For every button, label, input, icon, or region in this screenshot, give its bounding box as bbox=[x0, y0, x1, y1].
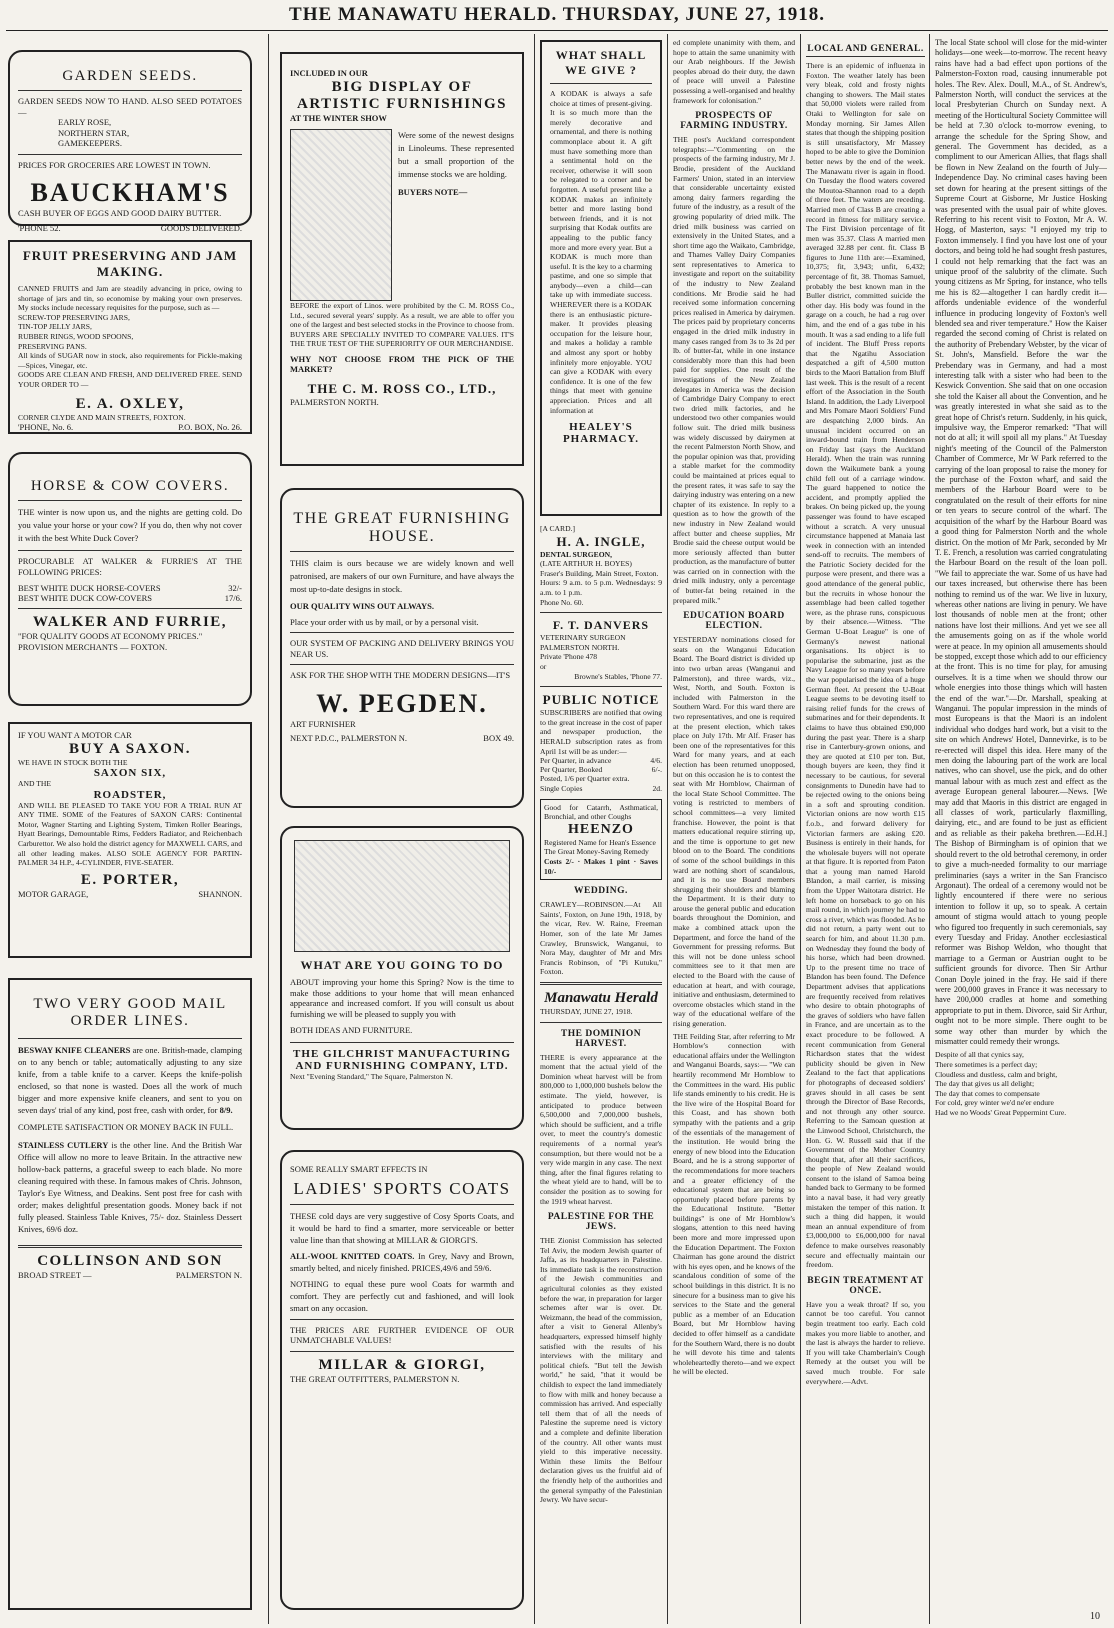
cutlery-heading: STAINLESS CUTLERY bbox=[18, 1139, 109, 1150]
besway-body: are one. British-made, clamping on to any bench or table; automatically adjusting to any size knife, from a table knife to a carver. Keeps the knife-polish enclosed, so that none is wasted. Does all the work of much bigger and more expensive knife cleaners, and sent to you on seven days' trial of any kind, post free, cash with order, for bbox=[18, 1045, 243, 1115]
palestine-cont: ed complete unanimity with them, and hope to attain the same unanimity with our Arab neighbours. If the Jewish peoples abroad do their duty, the dawn of peace will unveil a Palestine possessing a well-organised and healthy framework for colonisation." bbox=[673, 38, 795, 105]
page-number: 10 bbox=[1090, 1611, 1100, 1622]
millar-body: THESE cold days are very suggestive of Cosy Sports Coats, and it would be hard to find a smarter, more serviceable or better value line than that showing at MILLAR & GIORGI'S. bbox=[290, 1210, 514, 1245]
danvers-name: F. T. DANVERS bbox=[552, 618, 650, 633]
garden-note: PRICES FOR GROCERIES ARE LOWEST IN TOWN. bbox=[18, 159, 211, 170]
notice-r4v: 2d. bbox=[652, 783, 662, 793]
column-5 bbox=[806, 38, 925, 1618]
heenzo-cost: Costs 2/- · Makes 1 pint · Saves 10/- bbox=[544, 857, 658, 876]
millar-nothing: NOTHING to equal these pure wool Coats for warmth and comfort. They are perfectly cut and fashioned, and will look smart on any occasion. bbox=[290, 1278, 514, 1313]
notice-r1: Per Quarter, in advance bbox=[540, 756, 612, 766]
millar-knit-body: In Grey, Navy and Brown, smartly belted, and nicely finished. PRICES,49/6 and 59/6. bbox=[290, 1250, 515, 1273]
garden-line: NORTHERN STAR, bbox=[58, 127, 130, 138]
millar-knit: ALL-WOOL KNITTED COATS. bbox=[290, 1250, 415, 1261]
danvers-p1: Private 'Phone 478 bbox=[540, 652, 598, 662]
fruit-goods: GOODS ARE CLEAN AND FRESH, AND DELIVERED FREE. SEND YOUR ORDER TO — bbox=[18, 370, 242, 389]
horse-proc: PROCURABLE AT WALKER & FURRIE'S AT THE FOLLOWING PRICES: bbox=[18, 556, 242, 577]
saxon-six: SAXON SIX, bbox=[93, 767, 167, 780]
millar-addr: THE GREAT OUTFITTERS, PALMERSTON N. bbox=[290, 1373, 460, 1384]
poem-line: Had we no Woods' Great Peppermint Cure. bbox=[935, 1107, 1067, 1117]
fruit-item: PRESERVING PANS. bbox=[18, 341, 87, 351]
oxley-name: E. A. OXLEY, bbox=[75, 395, 185, 412]
pegden-sub: ART FURNISHER bbox=[290, 718, 356, 729]
garden-seeds-advert bbox=[8, 50, 252, 233]
notice-r3: Posted, 1/6 per Quarter extra. bbox=[540, 774, 630, 784]
walker-name: WALKER AND FURRIE, bbox=[32, 614, 228, 630]
horse-price-label: BEST WHITE DUCK HORSE-COVERS bbox=[18, 583, 161, 593]
education-heading: EDUCATION BOARD ELECTION. bbox=[683, 611, 785, 632]
collinson-title: TWO VERY GOOD MAIL ORDER LINES. bbox=[33, 996, 227, 1029]
column-3 bbox=[540, 524, 662, 1614]
poem-line: The day that gives us all delight; bbox=[935, 1079, 1035, 1089]
ross-bn: BEFORE the export of Linos. were prohibited by the C. M. ROSS Co., Ltd., secured several years' supply. As a result, we are able to offer you one of the largest and best selected stocks in the Province to choose from. BUYERS ARE SPECIALLY INVITED TO COMPARE VALUES. IT'S THE TRUE TEST OF THE SUPERIORITY OF OUR MERCHANDISE. bbox=[290, 301, 514, 349]
heenzo-brand: HEENZO bbox=[568, 821, 634, 837]
column-6 bbox=[935, 38, 1107, 1620]
poem-line: For cold, grey winter we'd ne'er endure bbox=[935, 1098, 1054, 1108]
gilchrist-name: THE GILCHRIST MANUFACTURING AND FURNISHING COMPANY, LTD. bbox=[293, 1047, 511, 1072]
walker-sub: "FOR QUALITY GOODS AT ECONOMY PRICES." bbox=[18, 631, 203, 641]
column-rule bbox=[667, 34, 668, 1624]
column-rule bbox=[268, 34, 269, 1624]
poem-line: The day that comes to compensate bbox=[935, 1088, 1040, 1098]
ross-town: PALMERSTON NORTH. bbox=[290, 396, 379, 407]
healey-body: A KODAK is always a safe choice at times of present-giving. It is so much more than the merely decorative and ornamental, and there is nothing commonplace about it. A gift must have something more than a sentimental hold on the receiver, otherwise it will soon be relegated to a corner and be forgotten. A useful present like a KODAK makes an infinitely better and more lasting bond between friends, and it is not surprising that Kodak outfits are appealing to the public fancy more and more every year. But a KODAK is much more than useful. It is the key to a charming pastime, and one so simple that anybody—even a child—can take up with immediate success. WHEREVER there is a KODAK there is an enthusiastic picture-maker. It provides pleasing occupation for the leisure hour, and makes a holiday a ramble and almost any sport or hobby infinitely more enjoyable. YOU can give a KODAK with every confidence. It is one of the few things that meet with genuine appreciation. Prices and all information at bbox=[550, 89, 652, 415]
danvers-or: or bbox=[540, 661, 547, 671]
farming-heading: PROSPECTS OF FARMING INDUSTRY. bbox=[680, 111, 788, 132]
gilchrist-both: BOTH IDEAS AND FURNITURE. bbox=[290, 1025, 413, 1035]
oxley-advert bbox=[8, 240, 252, 434]
porter-name: E. PORTER, bbox=[80, 871, 180, 888]
danvers-p2: Browne's Stables, 'Phone 77. bbox=[574, 671, 662, 681]
harvest-heading: THE DOMINION HARVEST. bbox=[560, 1028, 642, 1049]
bauckham-delivered: GOODS DELIVERED. bbox=[160, 222, 242, 233]
garden-title: GARDEN SEEDS. bbox=[62, 68, 198, 84]
column-rule bbox=[800, 34, 801, 1624]
notice-title: PUBLIC NOTICE bbox=[542, 692, 660, 708]
ross-body: Were some of the newest designs in Linoleums. These represented but a small proportion of the immense stocks we are holding. bbox=[398, 130, 514, 179]
ingle-name: H. A. INGLE, bbox=[556, 533, 646, 549]
millar-name: MILLAR & GIORGI, bbox=[318, 1356, 486, 1373]
ross-advert bbox=[280, 52, 524, 466]
ross-name: THE C. M. ROSS CO., LTD., bbox=[307, 380, 497, 396]
fruit-title: FRUIT PRESERVING AND JAM MAKING. bbox=[22, 248, 238, 279]
oxley-addr: CORNER CLYDE AND MAIN STREETS, FOXTON. bbox=[18, 412, 186, 422]
oxley-box: P.O. BOX, No. 26. bbox=[178, 422, 242, 433]
ingle-title: DENTAL SURGEON, bbox=[540, 549, 613, 559]
pegden-box: BOX 49. bbox=[483, 733, 514, 743]
heenzo-top: Good for Catarrh, Asthmatical, Bronchial, and other Coughs bbox=[544, 802, 658, 822]
collinson-advert bbox=[8, 978, 252, 1610]
danvers-town: PALMERSTON NORTH. bbox=[540, 642, 620, 652]
fruit-item: SCREW-TOP PRESERVING JARS, bbox=[18, 312, 130, 322]
saxon-advert bbox=[8, 722, 252, 958]
poem-line: Cloudless and dustless, calm and bright, bbox=[935, 1069, 1058, 1079]
poem-line: Despite of all that cynics say, bbox=[935, 1050, 1024, 1060]
pegden-name: W. PEGDEN. bbox=[316, 688, 488, 718]
cow-price-label: BEST WHITE DUCK COW-COVERS bbox=[18, 593, 153, 603]
healey-name: HEALEY'S PHARMACY. bbox=[562, 421, 640, 446]
danvers-title: VETERINARY SURGEON bbox=[540, 633, 626, 643]
collinson-town: PALMERSTON N. bbox=[175, 1269, 242, 1280]
ross-buyers: BUYERS NOTE— bbox=[398, 187, 468, 197]
porter-town: SHANNON. bbox=[198, 888, 242, 899]
bauckham-phone: 'PHONE 52. bbox=[18, 222, 61, 233]
herald-nameplate: Manawatu Herald bbox=[544, 990, 658, 1006]
poem-line: There sometimes is a perfect day; bbox=[935, 1060, 1038, 1069]
garden-line: GAMEKEEPERS. bbox=[58, 138, 122, 148]
pegden-body: THIS claim is ours because we are widely known and well patronised, are makers of our own Furniture, and have always the most up-to-date designs in stock. bbox=[290, 558, 514, 594]
healey-title: WHAT SHALL WE GIVE ? bbox=[555, 48, 647, 77]
notice-body: SUBSCRIBERS are notified that owing to the great increase in the cost of paper and newspaper production, the HERALD subscription rates as from April 1st will be as under:— bbox=[540, 708, 662, 756]
collinson-street: BROAD STREET — bbox=[18, 1269, 92, 1280]
heenzo-great: The Great Money-Saving Remedy bbox=[544, 847, 649, 857]
millar-top: SOME REALLY SMART EFFECTS IN bbox=[290, 1164, 428, 1174]
ingle-phone: Phone No. 60. bbox=[540, 597, 584, 607]
pegden-order: Place your order with us by mail, or by a personal visit. bbox=[290, 616, 479, 627]
treatment-body: Have you a weak throat? If so, you cannot be too careful. You cannot begin treatment too early. Each cold makes you more liable to another, and the last is always the harder to relieve. If you will take Chamberlain's Cough Remedy at the outset you will be saved much trouble. For sale everywhere.—Advt. bbox=[806, 1299, 925, 1386]
masthead-rule bbox=[6, 30, 1108, 31]
heenzo-sub: Registered Name for Hean's Essence bbox=[544, 837, 656, 847]
pegden-wins: OUR QUALITY WINS OUT ALWAYS. bbox=[290, 601, 434, 611]
saxon-and: AND THE bbox=[18, 779, 51, 789]
horse-title: HORSE & COW COVERS. bbox=[30, 478, 230, 494]
education-body: YESTERDAY nominations closed for seats on the Wanganui Education Board. The Board district is divided up into two urban areas (Wanganui and Palmerston), and three wards, viz., West, North, and South. Foxton is included with Palmerston in the Southern Ward. For this ward there are two representatives, and one is required at the present election, which takes place on July 17th. Mr Alf. Fraser has been one of the representatives for this Ward for many years, and at each election has been returned unopposed, but on this occasion he is to contest the seat with Mr Hornblow, Chairman of the local State School Committee. The voting is restricted to members of school committees—a very limited franchise. However, the point is that matters educational require stirring up, and the time is opportune to get new blood on to the Board. The conditions of some of the school buildings in this ward are nothing short of scandalous, and it is no use Board members shrugging their shoulders and blaming the Department. It is their duty to arouse the general public and education boards throughout the Dominion, and make a combined attack upon the Department, and force the hand of the Government for pressing reforms. But this will not be done unless school committees see to it that men are elected to the Board with the cause of education at heart, and with courage, initiative and enthusiasm, determined to overcome obstacles which stand in the way of the educational welfare of the rising generation. bbox=[673, 635, 795, 1028]
pegden-pack: OUR SYSTEM OF PACKING AND DELIVERY BRINGS YOU NEAR US. bbox=[290, 638, 514, 659]
oxley-phone: 'PHONE, No. 6. bbox=[18, 422, 74, 433]
saxon-top: IF YOU WANT A MOTOR CAR bbox=[18, 730, 132, 740]
ingle-addr: Fraser's Building, Main Street, Foxton. bbox=[540, 568, 659, 578]
millar-giorgi-advert bbox=[280, 1150, 524, 1610]
pegden-advert bbox=[280, 488, 524, 808]
besway-price: 8/9. bbox=[219, 1105, 233, 1115]
room-illustration bbox=[294, 840, 510, 952]
column-4 bbox=[673, 38, 795, 1618]
garden-line: GARDEN SEEDS NOW TO HAND. ALSO SEED POTATOES — bbox=[18, 96, 242, 117]
walker-addr: PROVISION MERCHANTS — FOXTON. bbox=[18, 641, 168, 652]
ross-why: WHY NOT CHOOSE FROM THE PICK OF THE MARKET? bbox=[290, 353, 514, 375]
gilchrist-advert bbox=[280, 826, 524, 1130]
healey-advert bbox=[540, 40, 662, 516]
column-6-body: The local State school will close for the mid-winter holidays—one week—to-morrow. The recent heavy rains have had a bad effect upon portions of the Palmerston-Foxton road, causing innumerable pot holes. The Rev. Alex. Doull, M.A., of St. Andrew's, Palmerston North, will conduct the services at the local Presbyterian Church on Sunday next. A meeting of the Horticultural Society Committee will be held at 7.30 o'clock to-morrow evening, to arrange the schedule for the Spring Show, and general. The Government has decided, as a compliment to our American Allies, that flags shall be flown in New Zealand on the fourth of July—Independence Day. No criminal cases having been set down for hearing at the present sittings of the Supreme Court at Gisborne, Mr Justice Hosking was presented with the usual pair of white gloves. Referring to his recent visit to Foxton, Mr A. W. Hogg, of Masterton, says: "I enjoyed my trip to Foxton immensely. I find you have lost one of your doctors, and being told he had sought fresh pastures, I could not help remarking that the fact was an unique proof of the salubrity of the climate. Such young citizens as Mr Spring, for instance, who tells me his is 82—altogether I can hardly credit it—affords undeniable evidence of the wonderful influence in producing longevity of Foxton's well blended sea and river temperature." How the Kaiser regarded the second coming of Christ is related on the authority of Prebendary Webster, by the vicar of St. John's, Mansfield. Before the war the Prebendary was in Germany, and had a most interesting talk with a sister who had been to the Keswick Convention. She said that on one occasion she told the Kaiser all about the Convention, and he was greatly interested in what she said as to the great hope of Christ's return. Suddenly, in his quick, impulsive way, the Emperor remarked: "That will not do at all; it will spoil all my plans." At Tuesday night's meeting of the Council of the Palmerston Chamber of Commerce, Mr W Park referred to the carrying of the loan proposal to raise the money for the purchase of the Foxton wharf, and said the members of the Harbour Board were to be congratulated on the result of their efforts for nine or ten years to secure control of the wharf. The acquisition of the wharf by the Harbour Board was a good thing for Palmerston North and the whole district. On the motion of Mr Park, seconded by Mr T. E. French, a resolution was carried congratulating the Harbour Board on the result of the loan poll. "We fail to appreciate the war. Some of us have had our taxes increased, but otherwise there has been nothing to remind us of the war. We live in luxury, whereas other nations are living in penury. We have lost thousands of noble men at the front; other nations have lost their millions. And yet we see all the amusements going on as if the whole world were at peace. In my opinion all amusements should be stopped, except those which add to our efficiency at the front. This is no time for play, for amusing ourselves. It is a time when we should throw our whole energies into those things which will hasten the end of the war."—Dr. Marshall, speaking at Wanganui. The popular impression in the minds of most Europeans is that the Maori is an indolent individual who dodges hard work, but a visit to the site on which Andrews' Hotel, Dannevirke, is to be re-erected will dispel this idea. Here many of the men doing the labouring part of the work are local natives, who can shovel, use the pick, and do other manual labour with as much zest and effect as the average European general labourer.—News. [We may add that Maoris in this district are engaged in all classes of work, particularly flaxmilling, dairying, etc., and are found to be just as efficient and as reliable as their pakeha brethren.—Ed.H.] The Bishop of Birmingham is of opinion that we should revert to the old betrothal ceremony, in order to give a much-needed formality to our marriage preliminaries (says a writer in the San Francisco Argonaut). The ordeal of a ceremony would not be lightly encountered if there were no serious intention to follow it up, so to speak. A certain amount of stigma would attach to young people who figured too frequently in such ceremonials, say every Tuesday and Friday. Another ecclesiastical reformer was Bishop Weldon, who thought that marriage to a German or Austrian ought to be sufficient grounds for divorce. Then Sir Arthur Conan Doyle joined in the fray. He said if there were 200,000 graves in France it was necessary to have 200,000 cradles at home and something appropriate to put in them. Divorce, said Sir Arthur, ought not to be more simple. There ought to be some way other than murder by which the mismatter could remedy their wrongs. bbox=[935, 38, 1107, 1046]
fruit-body2: All kinds of SUGAR now in stock, also requirements for Pickle-making—Spices, Vinegar, etc. bbox=[18, 351, 242, 370]
wedding-heading: WEDDING. bbox=[574, 886, 628, 897]
local-general-body: There is an epidemic of influenza in Foxton. The weather lately has been very bleak, cold and frosty nights changing to showers. The Mail states that 50,000 violets were railed from Otaki to Wellington for sale on Monday morning. Sir James Allen states that though the shipping position is still unsatisfactory, Mr Massey hoped to be able to give the Dominion better news by the end of the week. The Manawatu river is again in flood. On Tuesday the flood waters covered the Moutoa-Shannon road to a depth of three feet. The waters are receding. Married men of Class B are creating a record in fitness for military service. The First Division percentage of fit men was 35.37. Class A married men averaged 32.88 per cent. fit. Class B figures to June 11th are:—Examined, 10,375; fit, 3,943; unfit, 6,432; percentage of fit, 38. Thomas Samuel, probably the best known man in the Buller district, committed suicide the other day. His body was found in the garage on a couch, he had a rug over him, and the end of a gas tube in his mouth. It was a sad ending to a life full of incident. The Bluff Press reports that the Ngatihu Association despatched a gift of 4,500 mutton birds to the Maori Battalion from Bluff last week. This is the result of a recent effort of the Association in the South Island. In addition, the Lady Liverpool and Mrs Pomare Maori Soldiers' Fund are despatching 2,000 birds. An unusual incident occurred on an inward-bound train from Henderson on Friday last (says the Auckland Herald). When the train was running down the Waikumete bank a young child fell out of a carriage window. The guard happened to notice the accident, and promptly applied the brakes. On being picked up, the young passenger was found to have escaped without a scratch. A very unusual circumstance happened at Manaia last week in connection with an intended send-off to recruits. The members of the Patriotic Society decided for the purpose were present, and there was a good attendance of the general public, but the recruits in whose honour the assemblage had been called together were, as the phrase runs, conspicuous by their absence.—Witness. "The German U-Boat League" is one of Germany's newest national organisations. Its object is to popularise the submarine, just as the Navy League for so many years before the war popularised the idea of a huge German fleet. At present the U-Boat League seems to be devoting itself to raising relief funds for the crews of submarines and for their dependents. It claims to have thus obtained £90,000 during the past year. There is a sharp rise in Canterbury-grown onions, and they are quoted at £10 per ton. But, though buyers are keen, they find it necessary to be cautious, for several consignments to Dunedin have had to be rejected owing to the onions being in a soft and sprouting condition. Victorian onions are now worth £15 f.o.b., and forward delivery for Victorian farmers are asking £20. Business is entirely in their hands, for the wholesale buyers will not operate at that figure. It is reported from Paton that a young man named Harold Blandon, a mail carrier, is missing from the Upper Waitotara district. He left home on horseback to go on his mail round, in which journey he had to cross a river, which was flooded. As he did not return, a party went out to search for him, and about 11.30 p.m. on Wednesday they found the body of his horse, which had been drowned. Up to the present time no trace of Blandon has been found. The Defence Department advises that applications are frequently received from relatives who desire to obtain photographs of the graves of soldiers who have fallen in France, and are uncertain as to the exact procedure to be followed. A recent communication from General Richardson states that the widest publicity should be given in New Zealand to the fact that applications for photographs of deceased soldiers' graves should in all cases be sent through the Director of Base Records, and not through any other source. Referring to the Samoan question at the Linwood School, Christchurch, the Hon. G. W. Russell said that if the Government of the Mother Country thought that, after all their sacrifices, the people of New Zealand would consent to the island of Samoa being handed back to Germany to be formed into a naval base, it had very greatly mistaken the temper of this nation. It such a thing did happen, it would mean an annual expenditure of from £3,000,000 to £6,000,000 for naval defence to make ourselves reasonably secure and effectually maintain our freedom. bbox=[806, 61, 925, 1270]
saxon-title: BUY A SAXON. bbox=[68, 740, 192, 757]
feilding-body: THE Feilding Star, after referring to Mr Hornblow's connection with educational affairs under the Wellington and Wanganui Boards, says:— "We can heartily recommend Mr Hornblow to the Committees in the ward. His public life stands eminently to his credit. He is the live wire of the Hospital Board for this Coast, and has shown both sympathy with the patients and a grip of the essentials of the management of the institution. He would bring the energy of new blood into the Education Board, and he is a strong supporter of the recommendations for more teachers and a greater efficiency of the educational system that are being so opportunely placed before parents by the Educational Institute. "Better buildings" is one of Mr Hornblow's slogans, attention to this need having been more and more impressed upon the Education Department. The Foxton Chairman has gone around the district with his eyes open, and he knows of the scandalous condition of some of the school buildings in this district. It is no sinecure for a business man to give his services to the State and the general public as a member of an Education Board, but Mr Hornblow having decided to offer himself as a candidate for the Southern Ward, there is no doubt he will devote his time and talents wholeheartedly thereto—and we expect he will be elected. bbox=[673, 1031, 795, 1377]
pegden-title: THE GREAT FURNISHING HOUSE. bbox=[293, 510, 511, 545]
ross-top: INCLUDED IN OUR bbox=[290, 68, 368, 78]
notice-r2: Per Quarter, Booked bbox=[540, 765, 603, 775]
ingle-hours: Hours: 9 a.m. to 5 p.m. Wednesdays: 9 a.m. to 1 p.m. bbox=[540, 578, 662, 597]
gilchrist-body: ABOUT improving your home this Spring? Now is the time to make those additions to your home that will mean enhanced appearance and increased comfort. If you will consult us about furnishing we will be pleased to supply you with bbox=[290, 977, 514, 1019]
cutlery-body: is the other line. And the British War Office will allow no more to leave Britain. In the attractive new hollow-back patterns, a graceful sweep to each blade. No more cleaning required with these. In famous makes of Chris. Johnson, Taylor's Eye Witness, and Deakins. Sent post free for cash with order; makes delightful presentation goods. Money back if not fully pleased. Stainless Table Knives, 75/- doz. Stainless Dessert Knives, 69/6 doz. bbox=[18, 1139, 242, 1234]
notice-r1v: 4/6. bbox=[650, 756, 662, 766]
fruit-item: RUBBER RINGS, WOOD SPOONS, bbox=[18, 331, 134, 341]
local-general-heading: LOCAL AND GENERAL. bbox=[806, 44, 925, 57]
herald-date: THURSDAY, JUNE 27, 1918. bbox=[540, 1007, 633, 1016]
porter-garage: MOTOR GARAGE, bbox=[18, 888, 89, 899]
hand-lino-illustration bbox=[290, 129, 392, 301]
palestine-body: THE Zionist Commission has selected Tel Aviv, the modern Jewish quarter of Jaffa, as its headquarters in Palestine. Its immediate task is the reconstruction of the Jewish communities and agricultural colonies as they existed before the war, in preparation for larger schemes after war is over. Dr. Weizmann, the head of the commission, after a visit to General Allenby's headquarters, expressed himself highly satisfied with the results of his interviews with the military and political chiefs. "But tell the Jewish world," he said, "that it would be childish to expect the land immediately to flow with milk and honey because a commission has arrived. And especially tell them that of all the needs of Palestine the supreme need is victory and a complete and definite liberation of the country. All other wants must yield to this imperative necessity. Within these limits the Belfour declaration gives us the fruitful aid of the friendly help of the authorities and the general sympathy of the Palestinian Jewry. We have secur- bbox=[540, 1236, 662, 1505]
pegden-addr: NEXT P.D.C., PALMERSTON N. bbox=[290, 733, 407, 743]
millar-prices: THE PRICES ARE FURTHER EVIDENCE OF OUR UNMATCHABLE VALUES! bbox=[290, 1324, 514, 1345]
column-rule bbox=[534, 34, 535, 1624]
masthead: THE MANAWATU HERALD. THURSDAY, JUNE 27, 1918. bbox=[289, 4, 825, 25]
treatment-heading: BEGIN TREATMENT AT ONCE. bbox=[807, 1275, 924, 1296]
besway-heading: BESWAY KNIFE CLEANERS bbox=[18, 1045, 131, 1055]
saxon-roadster: ROADSTER, bbox=[93, 788, 167, 801]
pegden-ask: ASK FOR THE SHOP WITH THE MODERN DESIGNS—IT'S bbox=[290, 670, 511, 680]
cow-price: 17/6. bbox=[224, 593, 242, 603]
horse-body: THE winter is now upon us, and the nights are getting cold. Do you value your horse or your cow? If you do, then why not cover it with the best White Duck Cover? bbox=[18, 507, 242, 543]
palestine-heading: PALESTINE FOR THE JEWS. bbox=[547, 1212, 655, 1233]
horse-price: 32/- bbox=[228, 583, 242, 593]
saxon-l1: WE HAVE IN STOCK BOTH THE bbox=[18, 757, 128, 767]
fruit-item: TIN-TOP JELLY JARS, bbox=[18, 322, 92, 332]
wedding-body: CRAWLEY—ROBINSON.—At All Saints', Foxton, on June 19th, 1918, by the vicar, Rev. W. Raine, Freeman Homer, son of the late Mr James Crawley, Brunswick, Wanganui, to Nora May, daughter of Mr and Mrs Francis Robinson, of "Pi Kutuku," Foxton. bbox=[540, 900, 662, 977]
column-rule bbox=[929, 34, 930, 1624]
millar-title: LADIES' SPORTS COATS bbox=[293, 1178, 511, 1198]
notice-r2v: 6/-. bbox=[651, 765, 662, 775]
fruit-body: CANNED FRUITS and Jam are steadily advancing in price, owing to shortage of jars and tin, so economise by making your own preserves. My stocks include necessary requisites for the purpose, such as — bbox=[18, 284, 242, 313]
garden-line: EARLY ROSE, bbox=[58, 117, 112, 127]
gilchrist-addr: Next "Evening Standard," The Square, Palmerston N. bbox=[290, 1071, 453, 1081]
harvest-body: THERE is every appearance at the moment that the actual yield of the Dominion wheat harvest will be from 800,000 to 1,000,000 bushels below the estimate. The yield, however, is anticipated to produce between 6,500,000 and 7,000,000 bushels, which should be sufficient, and a trifle over, to meet the country's domestic requirements of a normal year's consumption, but there would not be a very wide margin in any case. The next thing, after the final figures relating to the wheat yield are to hand, will be to consider the position as to sowing for the 1919 wheat harvest. bbox=[540, 1052, 662, 1206]
collinson-name: COLLINSON AND SON bbox=[37, 1252, 223, 1269]
ingle-card: [A CARD.] bbox=[540, 524, 576, 533]
saxon-body: AND WILL BE PLEASED TO TAKE YOU FOR A TRIAL RUN AT ANY TIME. SOME of the Features of SAXON CARS: Continental Motor, Wagner Starting and Lighting System, Timken Roller Bearings, Hyatt Bearings, Demountable Rims, Fedders Radiator, and Reichenbach Carburettor. We also hold the district agency for MAXWELL CARS, and all other leading makes. ALSO SOLE AGENCY FOR PARTIN-PALMER 34 H.P., 4-CYLINDER, FIVE-SEATER. bbox=[18, 800, 242, 868]
gilchrist-title: WHAT ARE YOU GOING TO DO bbox=[300, 958, 504, 972]
notice-r4: Single Copies bbox=[540, 783, 583, 793]
bauckham-sub: CASH BUYER OF EGGS AND GOOD DAIRY BUTTER. bbox=[18, 208, 222, 218]
ross-title: BIG DISPLAY OF ARTISTIC FURNISHINGS bbox=[297, 78, 507, 112]
walker-furrie-advert bbox=[8, 452, 252, 706]
ingle-late: (LATE ARTHUR H. BOYES) bbox=[540, 559, 632, 569]
bauckham-name: BAUCKHAM'S bbox=[30, 178, 230, 207]
satisfaction: COMPLETE SATISFACTION OR MONEY BACK IN FULL. bbox=[18, 1122, 234, 1132]
farming-body: THE post's Auckland correspondent telegraphs:—"Commenting on the prospects of the farming industry, Mr J. Brodie, president of the Auckland Farmers' Union, stated in an interview that considerable uncertainty existed among dairy farmers regarding the future of the industry, as a result of the growing popularity of dried milk. The dried milk business was carried on extensively in the United States, and a short time ago the Waikato, Cambridge, and Thames Valley Dairy Companies sent representatives to America to investigate and report on the suitability of the industry to New Zealand conditions. Mr Brodie said he had received some information concerning prices realised in America by dairymen. The prices paid by proprietary concerns engaged in the dried milk industry in many cases ranged from 3s to 3s 2d per lb. of butter-fat, while in one instance considerably more than this had been paid for supplies. One result of the investigations of the New Zealand delegates in America was the decision of Cambridge Dairy Company to erect two dried milk factories, and he understood two other companies would follow suit. The dried milk business was widely discussed by dairymen at the recent Palmerston North Show, and the popular opinion was that, providing a stable market for the commodity could be maintained at prices equal to the present rates, it was safe to say the dairying industry was entering on a new chapter of its existence. In reply to a question as to how the growth of the new industry in New Zealand would affect butter and cheese supplies, Mr Brodie said the cheese output would be more seriously affected than butter production, as the manufacture of butter was carried on in connection with the dried milk industry, only a percentage of butter-fat being retained in the prepared milk." bbox=[673, 135, 795, 605]
heenzo-advert bbox=[540, 799, 662, 881]
ross-sub: AT THE WINTER SHOW bbox=[290, 112, 387, 123]
